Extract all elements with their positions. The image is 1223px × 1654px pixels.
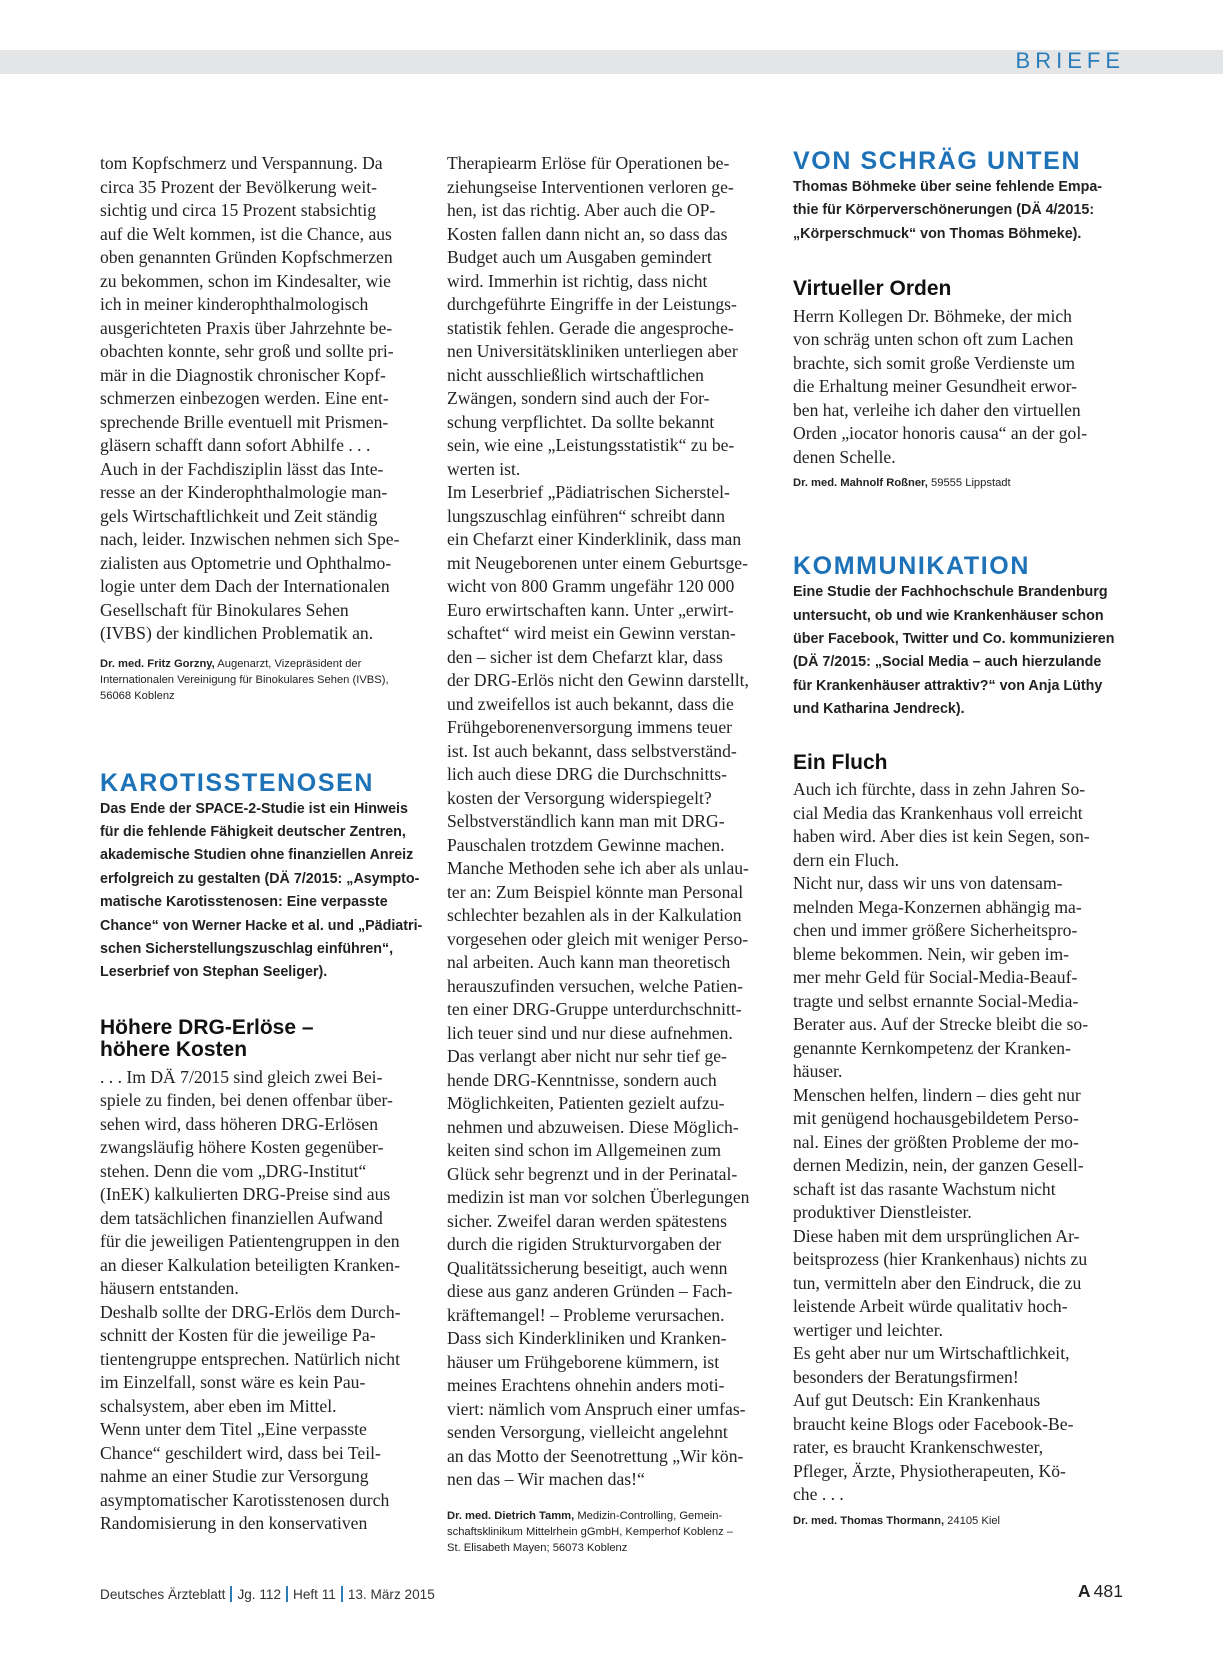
- section-kicker-karotisstenosen: KAROTISSTENOSEN: [100, 768, 375, 797]
- signature-rossner: [793, 475, 1126, 491]
- footer-separator: [230, 1586, 232, 1602]
- letter-thormann-text: Auch ich fürchte, dass in zehn Jahren So- cial Media das Krankenhaus voll erreicht haben wird. Aber dies ist kein Segen, son- dern ein Fluch. Nicht nur, dass wir uns von datensam- melnden Mega-Konzernen abhängig ma- chen und immer größere Sicherheitspro- bleme bekommen. Nein, wir geben im- mer mehr Geld für Social-Media-Beauf- tragte und selbst ernannte Social-Media- Berater aus. Auf der Strecke bleibt die so- genannte Kernkompetenz der Kranken- häuser. Menschen helfen, lindern – dies geht nur mit genügend hochausgebildetem Perso- nal. Eines der größten Probleme der mo- dernen Medizin, nein, der ganzen Gesell- schaft ist das rasante Wachstum nicht produktiver Dienstleister. Diese haben mit dem ursprünglichen Ar- beitsprozess (hier Krankenhaus) nichts zu tun, vermitteln aber den Eindruck, die zu leistende Arbeit würde qualitativ hoch- wertiger und leichter. Es geht aber nur um Wirtschaftlichkeit, besonders der Beratungsfirmen! Auf gut Deutsch: Ein Krankenhaus braucht keine Blogs oder Facebook-Be- rater, es braucht Krankenschwester, Pfleger, Ärzte, Physiotherapeuten, Kö- che . . .: [793, 779, 1090, 1505]
- letter-tamm-text-part2: Therapiearm Erlöse für Operationen be- ziehungseise Interventionen verloren ge- hen, ist das richtig. Aber auch die OP- Kosten fallen dann nicht an, so dass das Budget auch um Ausgaben gemindert wird. Immerhin ist richtig, dass nicht durchgeführte Eingriffe in der Leistungs- statistik fehlen. Gerade die angesproche- nen Universitätskliniken unterliegen aber nicht ausschließlich wirtschaftlichen Zwängen, sondern sind auch der For- schung verpflichtet. Da sollte bekannt sein, wie eine „Leistungsstatistik“ zu be- werten ist. Im Leserbrief „Pädiatrischen Sicherstel- lungszuschlag einführen“ schreibt dann ein Chefarzt einer Kinderklinik, dass man mit Neugeborenen unter einem Geburtsge- wicht von 800 Gramm ungefähr 120 000 Euro erwirtschaften kann. Unter „erwirt- schaftet“ wird meist ein Gewinn verstan- den – sicher ist dem Chefarzt klar, dass der DRG-Erlös nicht den Gewinn darstellt, und zweifellos ist auch bekannt, dass die Frühgeborenenversorgung immens teuer ist. Ist auch bekannt, dass selbstverständ- lich auch diese DRG die Durchschnitts- kosten der Versorgung widerspiegelt? Selbstverständlich kann man mit DRG- Pauschalen trotzdem Gewinne machen. Manche Methoden sehe ich aber als unlau- ter an: Zum Beispiel könnte man Personal schlechter bezahlen als in der Kalkulation vorgesehen oder gleich mit weniger Perso- nal arbeiten. Auch kann man theoretisch herauszufinden versuchen, welche Patien- ten einer DRG-Gruppe unterdurchschnitt- lich teuer sind und nur diese aufnehmen. Das verlangt aber nicht nur sehr tief ge- hende DRG-Kenntnisse, sondern auch Möglichkeiten, Patienten gezielt aufzu- nehmen und abzuweisen. Diese Möglich- keiten sind schon im Allgemeinen zum Glück sehr begrenzt und in der Perinatal- medizin ist man vor solchen Überlegungen sicher. Zweifel daran werden spätestens durch die rigiden Strukturvorgaben der Qualitätssicherung beseitigt, auch wenn diese aus ganz anderen Gründen – Fach- kräftemangel! – Probleme verursachen. Dass sich Kinderkliniken und Kranken- häuser um Frühgeborene kümmern, ist meines Erachtens ohnehin anders moti- viert: nämlich vom Anspruch einer umfas- senden Versorgung, vielleicht angelehnt an das Motto der Seenotrettung „Wir kön- nen das – Wir machen das!“: [447, 153, 750, 1489]
- signature-details: Medizin-Controlling, Gemein- schaftsklinikum Mittelrhein gGmbH, Kemperhof Koblenz – St. Elisabeth Mayen; 56073 Koblenz: [447, 1509, 734, 1554]
- signature-name: Dr. med. Dietrich Tamm,: [447, 1509, 575, 1522]
- teaser-kommunikation: Eine Studie der Fachhochschule Brandenburg untersucht, ob und wie Krankenhäuser schon über Facebook, Twitter und Co. kommunizieren (DÄ 7/2015: „Social Media – auch hierzulande für Krankenhäuser attraktiv?“ von Anja Lüthy und Katharina Jendreck).: [793, 584, 1115, 718]
- signature-details: Augenarzt, Vizepräsident der Internationalen Vereinigung für Binokulares Sehen (IVBS), 56068 Koblenz: [100, 657, 389, 702]
- page-number: [1078, 1581, 1123, 1602]
- letter-gorzny-text: tom Kopfschmerz und Verspannung. Da circa 35 Prozent der Bevölkerung weit- sichtig und circa 15 Prozent stabsichtig auf die Welt kommen, ist die Chance, aus oben genannten Gründen Kopfschmerzen zu bekommen, schon im Kindesalter, wie ich in meiner kinderophthalmologisch ausgerichteten Praxis über Jahrzehnte be- obachten konnte, sehr groß und sollte pri- mär in die Diagnostik chronischer Kopf- schmerzen einbezogen werden. Eine ent- sprechende Brille eventuell mit Prismen- gläsern schafft dann sofort Abhilfe . . . Auch in der Fachdisziplin lässt das Inte- resse an der Kinderophthalmologie man- gels Wirtschaftlichkeit und Zeit ständig nach, leider. Inzwischen nehmen sich Spe- zialisten aus Optometrie und Ophthalmo- logie unter dem Dach der Internationalen Gesellschaft für Binokulares Sehen (IVBS) der kindlichen Problematik an.: [100, 153, 400, 643]
- headline-ein-fluch: Ein Fluch: [793, 750, 888, 774]
- section-kicker-kommunikation: KOMMUNIKATION: [793, 552, 1030, 581]
- column-2: [447, 152, 769, 1556]
- signature-details: 24105 Kiel: [947, 1514, 1001, 1527]
- footer-separator: [341, 1586, 343, 1602]
- journal-issue: Heft 11: [293, 1587, 336, 1602]
- signature-details: 59555 Lippstadt: [931, 477, 1011, 490]
- signature-thormann: [793, 1513, 1126, 1529]
- headline-drg: Höhere DRG-Erlöse – höhere Kosten: [100, 1015, 314, 1062]
- letter-tamm-text-part1: . . . Im DÄ 7/2015 sind gleich zwei Bei- spiele zu finden, bei denen offenbar über- sehen wird, dass höheren DRG-Erlösen zwangsläufig höhere Kosten gegenüber- stehen. Denn die vom „DRG-Institut“ (InEK) kalkulierten DRG-Preise sind aus dem tatsächlichen finanziellen Aufwand für die jeweiligen Patientengruppen in den an dieser Kalkulation beteiligten Kranken- häusern entstanden. Deshalb sollte der DRG-Erlös dem Durch- schnitt der Kosten für die jeweilige Pa- tientengruppe entsprechen. Natürlich nicht im Einzelfall, sonst wäre es kein Pau- schalsystem, aber eben im Mittel. Wenn unter dem Titel „Eine verpasste Chance“ geschildert wird, dass bei Teil- nahme an einer Studie zur Versorgung asymptomatischer Karotisstenosen durch Randomisierung in den konservativen: [100, 1066, 401, 1534]
- teaser-von-schraeg-unten: Thomas Böhmeke über seine fehlende Empa- thie für Körperverschönerungen (DÄ 4/2015: „Körperschmuck“ von Thomas Böhmeke).: [793, 179, 1103, 242]
- journal-date: 13. März 2015: [347, 1587, 435, 1602]
- section-kicker-von-schraeg-unten: VON SCHRÄG UNTEN: [793, 147, 1082, 175]
- page-prefix: A: [1077, 1581, 1091, 1601]
- journal-name: Deutsches Ärzteblatt: [100, 1587, 226, 1602]
- signature-name: Dr. med. Fritz Gorzny,: [100, 657, 215, 670]
- journal-volume: Jg. 112: [237, 1587, 282, 1602]
- letter-rossner-text: Herrn Kollegen Dr. Böhmeke, der mich von schräg unten schon oft zum Lachen brachte, sich somit große Verdienste um die Erhaltung meiner Gesundheit erwor- ben hat, verleihe ich daher den virtuellen Orden „iocator honoris causa“ an der gol- denen Schelle.: [793, 305, 1088, 467]
- signature-name: Dr. med. Mahnolf Roßner,: [793, 477, 928, 490]
- column-1: [100, 152, 432, 1536]
- column-3: [793, 147, 1126, 1529]
- signature-gorzny: [100, 656, 432, 704]
- signature-name: Dr. med. Thomas Thormann,: [793, 1514, 945, 1527]
- headline-virtueller-orden: Virtueller Orden: [793, 277, 952, 301]
- footer-separator: [286, 1586, 288, 1602]
- page-number-value: 481: [1093, 1581, 1123, 1601]
- teaser-karotisstenosen: Das Ende der SPACE-2-Studie ist ein Hinweis für die fehlende Fähigkeit deutscher Zentren, akademische Studien ohne finanziellen Anreiz erfolgreich zu gestalten (DÄ 7/2015: „Asympto- matische Karotisstenosen: Eine verpasste Chance“ von Werner Hacke et al. und „Pädiatri- schen Sicherstellungszuschlag einführen“, Leserbrief von Stephan Seeliger).: [100, 800, 423, 981]
- footer-citation: [100, 1586, 435, 1602]
- section-label: BRIEFE: [1015, 48, 1125, 73]
- signature-tamm: [447, 1508, 769, 1556]
